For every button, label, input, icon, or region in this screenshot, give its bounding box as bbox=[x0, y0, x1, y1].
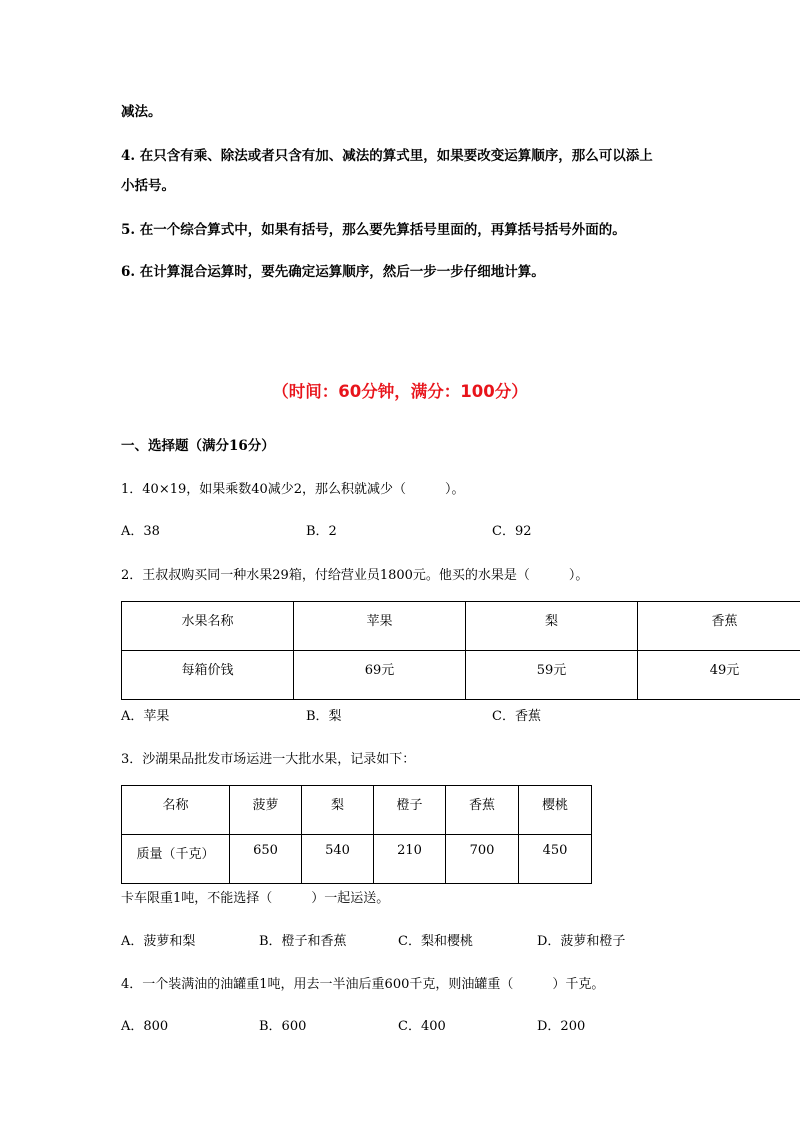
question-3-option-d: D．菠萝和橙子 bbox=[537, 934, 626, 949]
table-cell: 梨 bbox=[466, 602, 638, 651]
table-cell: 650 bbox=[230, 835, 302, 884]
table-cell: 苹果 bbox=[294, 602, 466, 651]
question-1-option-b: B．2 bbox=[306, 524, 337, 539]
table-cell: 香蕉 bbox=[638, 602, 800, 651]
table-cell: 香蕉 bbox=[446, 786, 519, 835]
question-3-note: 卡车限重1吨，不能选择（ ）一起运送。 bbox=[121, 891, 390, 906]
question-3-option-c: C．梨和樱桃 bbox=[398, 934, 473, 949]
question-2-option-a: A．苹果 bbox=[121, 709, 170, 724]
question-2-stem: 2．王叔叔购买同一种水果29箱，付给营业员1800元。他买的水果是（ ）。 bbox=[121, 568, 589, 583]
table-cell: 梨 bbox=[302, 786, 374, 835]
question-4-stem: 4．一个装满油的油罐重1吨，用去一半油后重600千克，则油罐重（ ）千克。 bbox=[121, 977, 605, 992]
question-4-option-c: C．400 bbox=[398, 1019, 446, 1034]
table-cell: 名称 bbox=[122, 786, 230, 835]
table-cell: 540 bbox=[302, 835, 374, 884]
table-cell: 59元 bbox=[466, 651, 638, 700]
table-cell: 橙子 bbox=[374, 786, 446, 835]
question-3-stem: 3．沙湖果品批发市场运进一大批水果，记录如下： bbox=[121, 752, 416, 767]
question-4-option-b: B．600 bbox=[259, 1019, 307, 1034]
fruit-weight-table bbox=[121, 785, 592, 884]
table-row bbox=[122, 786, 592, 835]
question-2-option-c: C．香蕉 bbox=[492, 709, 541, 724]
rule-line-2: 4. 在只含有乘、除法或者只含有加、减法的算式里，如果要改变运算顺序，那么可以添上 bbox=[121, 148, 653, 164]
question-3-option-a: A．菠萝和梨 bbox=[121, 934, 196, 949]
rule-line-5: 6. 在计算混合运算时，要先确定运算顺序，然后一步一步仔细地计算。 bbox=[121, 264, 545, 280]
table-cell: 69元 bbox=[294, 651, 466, 700]
table-cell: 450 bbox=[519, 835, 592, 884]
table-cell: 菠萝 bbox=[230, 786, 302, 835]
question-2-option-b: B．梨 bbox=[306, 709, 342, 724]
question-3-option-b: B．橙子和香蕉 bbox=[259, 934, 347, 949]
fruit-price-table bbox=[121, 601, 800, 700]
table-cell: 210 bbox=[374, 835, 446, 884]
question-1-option-c: C．92 bbox=[492, 524, 532, 539]
table-cell: 樱桃 bbox=[519, 786, 592, 835]
section-title: 一、选择题（满分16分） bbox=[121, 438, 275, 454]
rule-line-4: 5. 在一个综合算式中，如果有括号，那么要先算括号里面的，再算括号括号外面的。 bbox=[121, 222, 626, 238]
table-cell: 水果名称 bbox=[122, 602, 294, 651]
rule-line-1: 减法。 bbox=[121, 104, 162, 120]
table-row bbox=[122, 835, 592, 884]
rule-line-3: 小括号。 bbox=[121, 178, 175, 194]
table-row bbox=[122, 602, 800, 651]
exam-header: （时间：60分钟，满分：100分） bbox=[272, 382, 528, 401]
table-cell: 700 bbox=[446, 835, 519, 884]
table-cell: 质量（千克） bbox=[122, 835, 230, 884]
question-4-option-a: A．800 bbox=[121, 1019, 169, 1034]
question-1-option-a: A．38 bbox=[121, 524, 160, 539]
table-row bbox=[122, 651, 800, 700]
question-4-option-d: D．200 bbox=[537, 1019, 586, 1034]
question-1-stem: 1．40×19，如果乘数40减少2，那么积就减少（ ）。 bbox=[121, 482, 465, 497]
table-cell: 每箱价钱 bbox=[122, 651, 294, 700]
table-cell: 49元 bbox=[638, 651, 800, 700]
